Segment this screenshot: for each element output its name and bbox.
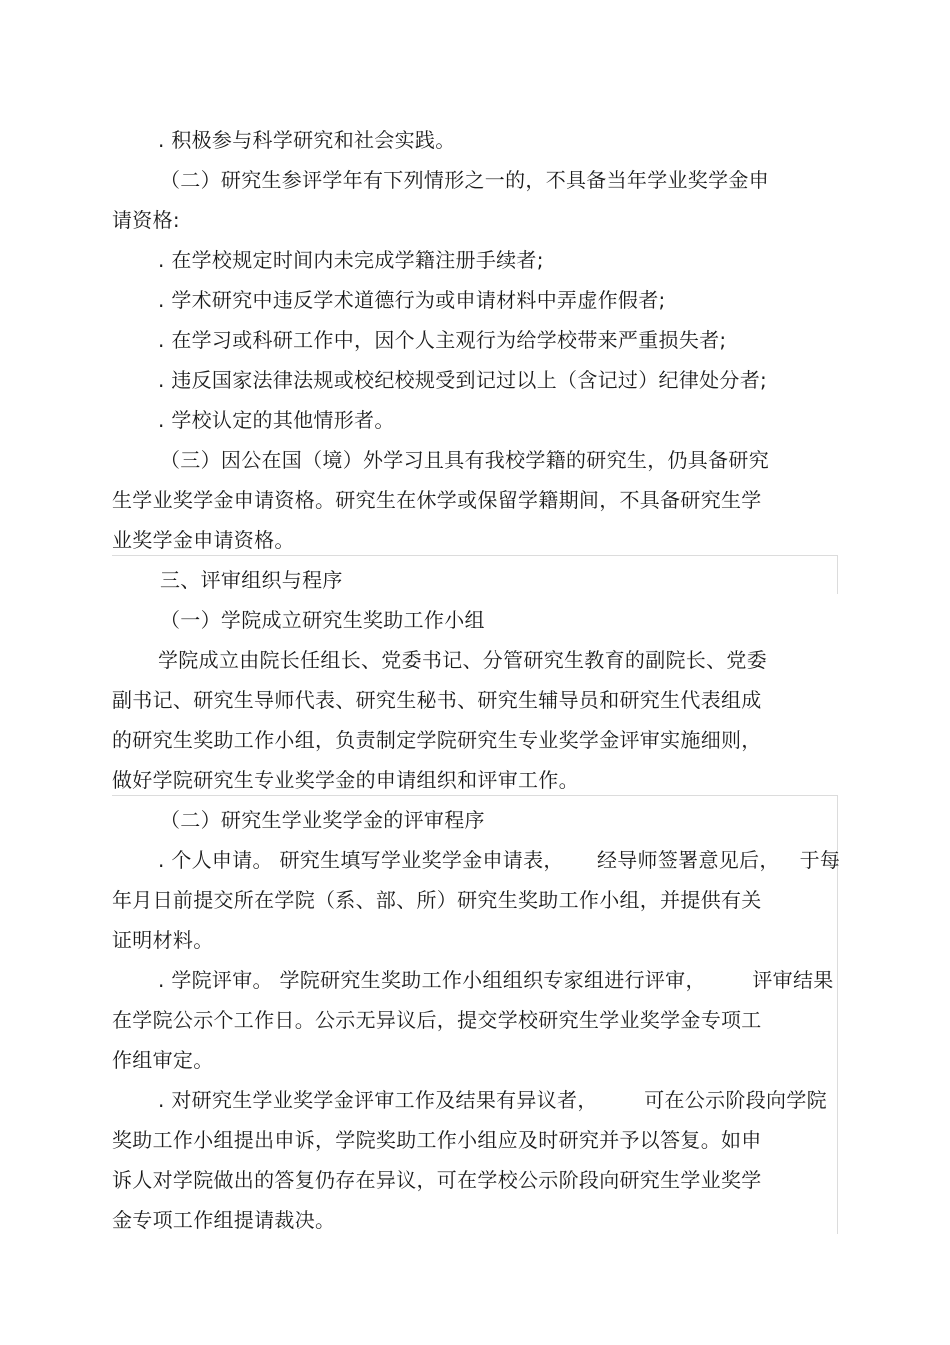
text-line: . 违反国家法律法规或校纪校规受到记过以上（含记过）纪律处分者; <box>158 368 768 392</box>
text-line: 证明材料。 <box>112 928 214 952</box>
section-heading: 三、评审组织与程序 <box>160 568 343 592</box>
text-line: 的研究生奖助工作小组，负责制定学院研究生专业奖学金评审实施细则， <box>112 728 762 752</box>
text-line: 业奖学金申请资格。 <box>112 528 295 552</box>
text-line: 做好学院研究生专业奖学金的申请组织和评审工作。 <box>112 768 579 792</box>
text-line: 诉人对学院做出的答复仍存在异议，可在学校公示阶段向研究生学业奖学 <box>112 1168 762 1192</box>
text-line: . 在学习或科研工作中，因个人主观行为给学校带来严重损失者; <box>158 328 727 352</box>
text-line: 在学院公示个工作日。公示无异议后，提交学校研究生学业奖学金专项工 <box>112 1008 762 1032</box>
text-line: 学院成立由院长任组长、党委书记、分管研究生教育的副院长、党委 <box>158 648 767 672</box>
text-line: 请资格: <box>112 208 180 232</box>
text-line: . 积极参与科学研究和社会实践。 <box>158 128 456 152</box>
text-line: . 在学校规定时间内未完成学籍注册手续者; <box>158 248 544 272</box>
text-line: 副书记、研究生导师代表、研究生秘书、研究生辅导员和研究生代表组成 <box>112 688 762 712</box>
text-line: （二）研究生参评学年有下列情形之一的，不具备当年学业奖学金申 <box>160 168 769 192</box>
text-line: 年月日前提交所在学院（系、部、所）研究生奖助工作小组，并提供有关 <box>112 888 762 912</box>
text-line: . 学术研究中违反学术道德行为或申请材料中弄虚作假者; <box>158 288 666 312</box>
text-line: 金专项工作组提请裁决。 <box>112 1208 336 1232</box>
text-line: . 对研究生学业奖学金评审工作及结果有异议者， 可在公示阶段向学院 <box>158 1088 827 1112</box>
text-line: 奖助工作小组提出申诉，学院奖助工作小组应及时研究并予以答复。如申 <box>112 1128 762 1152</box>
text-line: （三）因公在国（境）外学习且具有我校学籍的研究生，仍具备研究 <box>160 448 769 472</box>
text-line: 作组审定。 <box>112 1048 214 1072</box>
text-line: . 学院评审。 学院研究生奖助工作小组组织专家组进行评审， 评审结果 <box>158 968 834 992</box>
text-line: . 个人申请。 研究生填写学业奖学金申请表， 经导师签署意见后， 于每 <box>158 848 841 872</box>
subsection-heading: （一）学院成立研究生奖助工作小组 <box>160 608 485 632</box>
subsection-heading: （二）研究生学业奖学金的评审程序 <box>160 808 485 832</box>
text-line: . 学校认定的其他情形者。 <box>158 408 395 432</box>
text-line: 生学业奖学金申请资格。研究生在休学或保留学籍期间，不具备研究生学 <box>112 488 762 512</box>
